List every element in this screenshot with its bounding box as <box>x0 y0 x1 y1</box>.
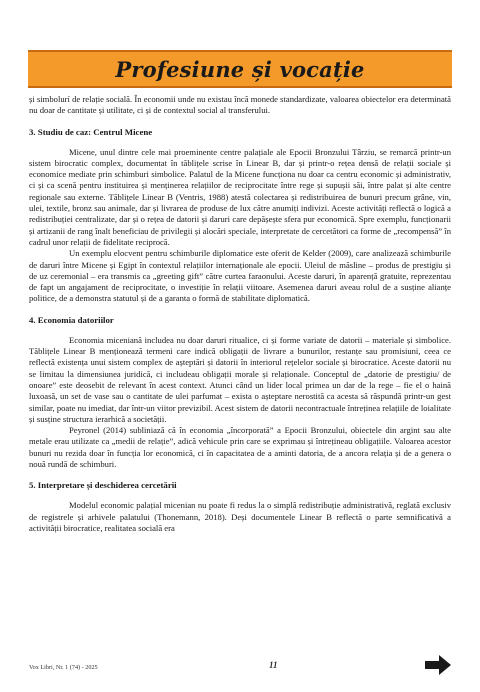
page-footer <box>29 655 451 675</box>
section-heading: 3. Studiu de caz: Centrul Micene <box>29 126 153 137</box>
paragraph: Peyronel (2014) subliniază că în economia „încorporată” a Epocii Bronzului, obiectele din argint sau alte metale erau utilizate ca „medii de relație”, adică vehicule prin care se exprimau și întrețineau obligațiile. Valoarea acestor bunuri nu rezida doar în funcția lor economică, ci în capacitatea de a aminti datoria, de a ancora relația și de a genera o nouă rundă de schimburi. <box>29 425 451 470</box>
arrow-right-icon[interactable] <box>425 655 451 675</box>
page-title: Profesiune și vocație <box>115 56 365 82</box>
section-heading: 4. Economia datoriilor <box>29 314 114 325</box>
intro-paragraph: și simbolurí de relație socială. În economii unde nu existau încă monede standardizate, valoarea obiectelor era determinată nu doar de cantitate și utilitate, ci și de contextul social al transferului. <box>29 94 451 116</box>
paragraph: Micene, unul dintre cele mai proeminente centre palațiale ale Epocii Bronzului Târziu, se remarcă printr-un sistem birocratic complex, documentat în tăblițele scrise în Linear B, dar și printr-o rețea densă de relații sociale și economice mediate prin schimburi simbolice. Palatul de la Micene funcționa nu doar ca centru economic și administrativ, ci și ca scenă pentru instituirea și menținerea relațiilor de reciprocitate între rege și supușii săi, între palat și alte centre regionale sau externe. Tăblițele Linear B (Ventris, 1988) atestă colectarea și redistribuirea de bunuri precum grâne, vin, ulei, textile, bronz sau animale, dar și livrarea de produse de lux către anumiți indivizi. Aceste activități reflectă o logică a redistribuției centralizate, dar și o rețea de datorii și daruri care depășește sfera pur economică. Spre exemplu, funcționarii și artizanii de rang înalt beneficiau de privilegii și alocări speciale, interpretate de cercetători ca forme de „recompensă” în cadrul unor relații de fidelitate reciprocă. <box>29 146 451 247</box>
page-number: 11 <box>269 660 278 670</box>
article-body <box>29 94 451 534</box>
paragraph: Modelul economic palațial micenian nu poate fi redus la o simplă redistribuție administrativă, reglată exclusiv de registrele și arhivele palatului (Thonemann, 2018). Deși documentele Linear B reflectă o parte semnificativă a activității birocratice, realitatea socială era <box>29 500 451 533</box>
header-banner <box>28 50 452 88</box>
section-heading: 5. Interpretare și deschiderea cercetării <box>29 480 177 491</box>
paragraph: Economia miceniană includea nu doar daruri ritualice, ci și forme variate de datorii – materiale și simbolice. Tăblițele Linear B menționează termeni care indică obligații de livrare a bunurilor, restanțe sau promisiuni, ceea ce reflectă existența unui sistem complex de așteptări și datorii în interiorul rețelelor sociale și birocratice. Aceste datorii nu se limitau la dimensiunea juridică, ci includeau obligații morale și relaționale. Conceptul de „datorie de prestigiu/ de onoare” este deosebit de relevant în acest context. Atunci când un lider local primea un dar de la rege – fie el o haină luxoasă, un set de vase sau o cantitate de ulei parfumat – exista o așteptare nerostită ca acesta să răspundă printr-un gest similar, poate nu imediat, dar într-un viitor previzibil. Acest sistem de datorii necontractuale întreținea relațiile de loialitate și susține structura ierarhică a societății. <box>29 334 451 424</box>
paragraph: Un exemplu elocvent pentru schimburile diplomatice este oferit de Kelder (2009), care analizează schimburile de daruri între Micene și Egipt în contextul relațiilor internaționale ale epocii. Uleiul de măsline – produs de prestigiu și de uz ceremonial – era transmis ca „greeting gift” către curtea faraonului. Aceste daruri, în aparență gratuite, reprezentau de fapt un angajament de reciprocitate, o investiție în relații viitoare. Asemenea daruri aveau rolul de a susține alianțe politice, de a demonstra statutul și de a garanta o formă de stabilitate diplomatică. <box>29 248 451 304</box>
journal-info: Vox Libri, Nr. 1 (74) - 2025 <box>29 664 98 671</box>
